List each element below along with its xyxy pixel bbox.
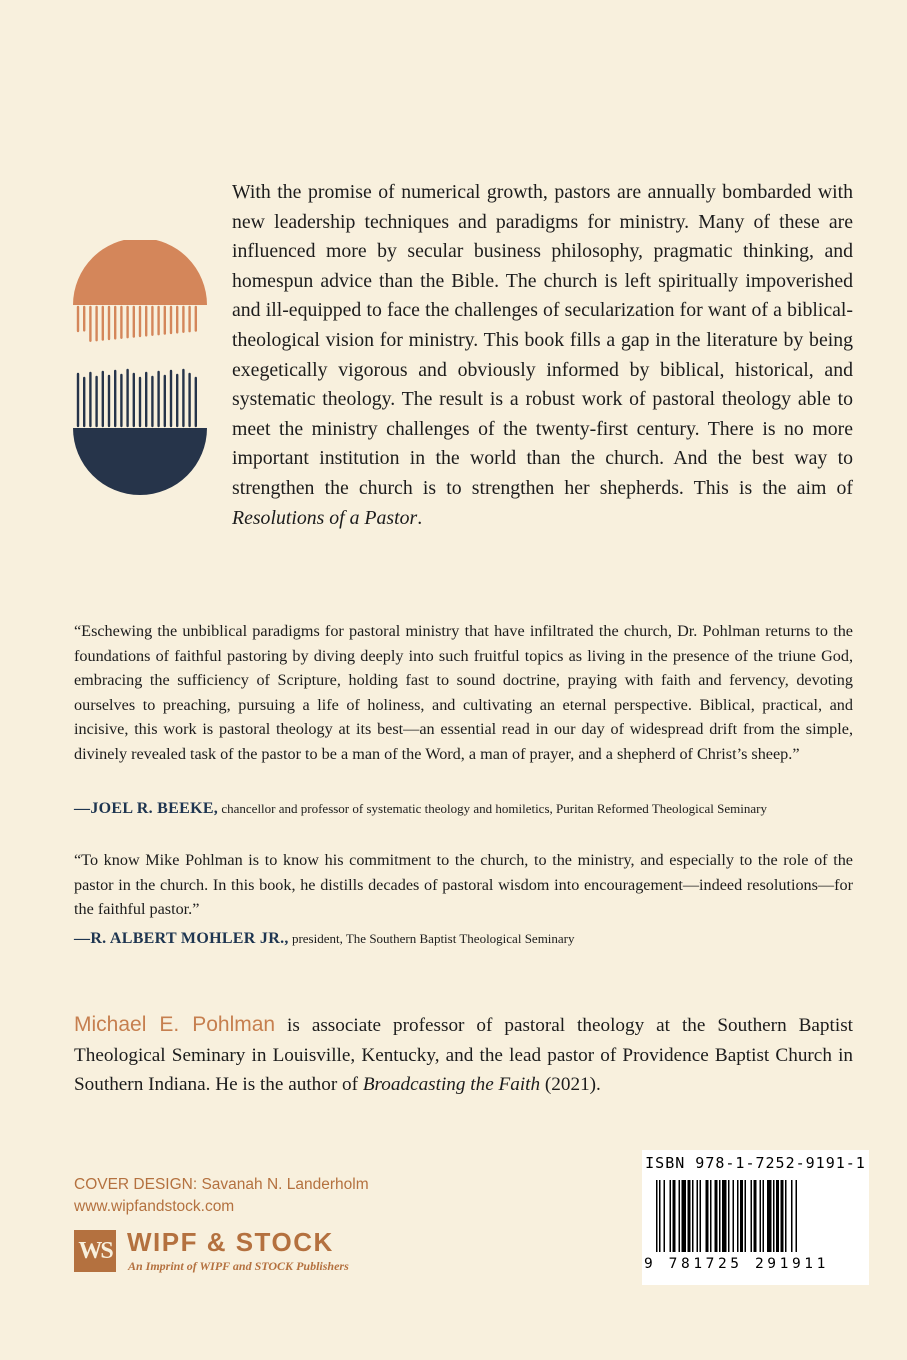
publisher-imprint: An Imprint of WIPF and STOCK Publishers xyxy=(128,1259,349,1273)
isbn-barcode xyxy=(642,1150,869,1285)
barcode-bars xyxy=(642,1180,869,1255)
cover-design-credit: COVER DESIGN: Savanah N. Landerholm xyxy=(74,1176,369,1193)
endorser-name: R. ALBERT MOHLER JR., xyxy=(90,930,289,947)
book-description: With the promise of numerical growth, pastors are annually bombarded with new leadership techniques and paradigms for ministry. Many of these are influenced more by secular business philosophy, pragmatic thinking, and homespun advice than the Bible. The church is left spiritually impoverished and ill-equipped to face the challenges of secularization for want of a biblical-theological vision for ministry. This book fills a gap in the literature by being exegetically vigorous and obviously informed by biblical, historical, and systematic theology. The result is a robust work of pastoral theology able to meet the ministry challenges of the twenty-first century. There is no more important institution in the world than the church. And the best way to strengthen the church is to strengthen her shepherds. This is the aim of Resolutions of a Pastor. xyxy=(232,181,853,529)
publisher-website: www.wipfandstock.com xyxy=(74,1198,235,1215)
endorser-title: president, The Southern Baptist Theological Seminary xyxy=(291,931,575,946)
ean-digits: 9 781725 291911 xyxy=(644,1256,829,1272)
decorative-circles-illustration xyxy=(70,240,210,510)
book-title: Resolutions of a Pastor xyxy=(232,506,418,529)
endorsement-attribution-mohler: —R. ALBERT MOHLER JR., president, The Southern Baptist Theological Seminary xyxy=(74,930,575,947)
endorsement-quote-beeke: “Eschewing the unbiblical paradigms for pastoral ministry that have infiltrated the church, Dr. Pohlman returns to the foundations of faithful pastoring by diving deeply into such fruitful topics as living in the presence of the triune God, embracing the sufficiency of Scripture, holding fast to sound doctrine, praying with faith and fervency, devoting ourselves to preaching, pursuing a life of holiness, and cultivating an eternal perspective. Biblical, practical, and incisive, this work is pastoral theology at its best—an essential read in our day of widespread drift from the simple, divinely revealed task of the pastor to be a man of the Word, a man of prayer, and a shepherd of Christ’s sheep.” xyxy=(74,622,853,763)
other-book-title: Broadcasting the Faith xyxy=(362,1074,541,1095)
publisher-name: WIPF & STOCK xyxy=(127,1227,334,1257)
ws-monogram-icon: WS xyxy=(74,1230,116,1272)
publisher-logo xyxy=(74,1228,404,1278)
endorser-name: JOEL R. BEEKE, xyxy=(90,800,219,817)
isbn-text: ISBN 978-1-7252-9191-1 xyxy=(645,1154,866,1172)
author-name: Michael E. Pohlman xyxy=(74,1013,276,1036)
endorsement-quote-mohler: “To know Mike Pohlman is to know his commitment to the church, to the ministry, and especially to the role of the pastor in the church. In this book, he distills decades of pastoral wisdom into encouragement—indeed resolutions—for the faithful pastor.” xyxy=(74,851,853,919)
author-bio: Michael E. Pohlman is associate professor of pastoral theology at the Southern Baptist Theological Seminary in Louisville, Kentucky, and the lead pastor of Providence Baptist Church in Southern Indiana. He is the author of Broadcasting the Faith (2021). xyxy=(74,1013,853,1095)
lower-fringe-lines xyxy=(78,370,196,426)
upper-fringe-lines xyxy=(78,307,196,341)
endorser-title: chancellor and professor of systematic theology and homiletics, Puritan Reformed Theological Seminary xyxy=(221,801,767,816)
endorsement-attribution-beeke: —JOEL R. BEEKE, chancellor and professor of systematic theology and homiletics, Puritan Reformed Theological Seminary xyxy=(74,800,767,817)
lower-circle-navy xyxy=(73,428,207,495)
upper-circle-terracotta xyxy=(73,240,207,305)
credits xyxy=(74,1174,369,1218)
